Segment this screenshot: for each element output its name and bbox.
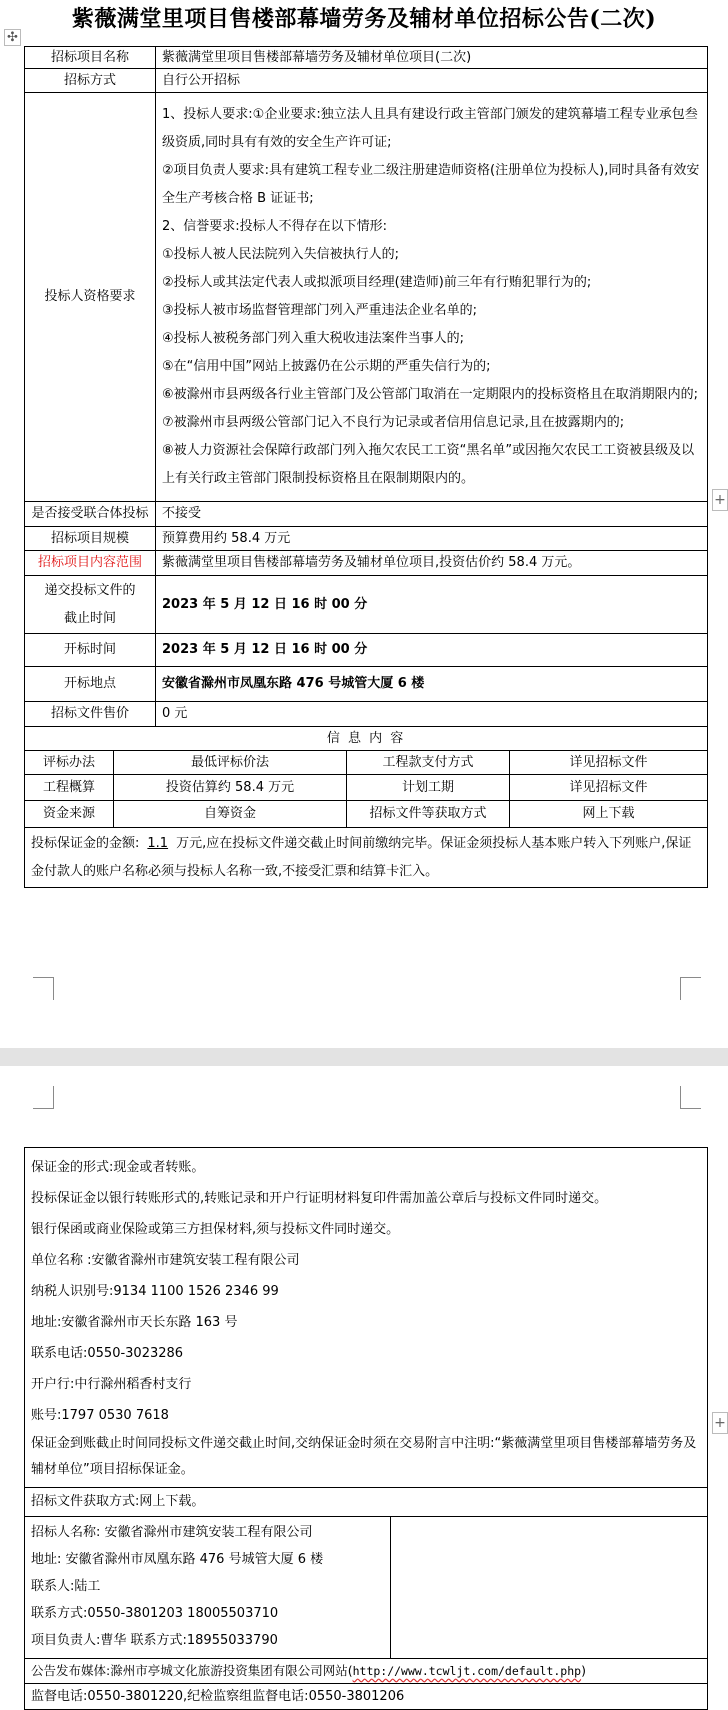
row-price (25, 702, 708, 727)
page-title: 紫薇满堂里项目售楼部幕墙劳务及辅材单位招标公告(二次) (71, 6, 657, 32)
row-deadline (25, 576, 708, 634)
margin-corner-mark (33, 1086, 54, 1109)
tenderer-line: 联系人:陆工 (31, 1579, 101, 1594)
table-move-handle-icon[interactable]: ✣ (4, 29, 21, 46)
project-name-value: 紫薇满堂里项目售楼部幕墙劳务及辅材单位项目(二次) (156, 47, 708, 69)
deposit-suffix: 万元,应在投标文件递交截止时间前缴纳完毕。保证金须投标人基本账户转入下列账户,保证金付款人的账户名称必须与投标人名称一致,不接受汇票和结算卡汇入。 (31, 835, 692, 879)
opening-time-label: 开标时间 (25, 634, 156, 667)
scope-label: 招标项目内容范围 (25, 551, 156, 576)
qualification-line: ⑧被人力资源社会保障行政部门列入拖欠农民工工资“黑名单”或因拖欠农民工工资被县级及以上有关行政主管部门限制投标资格且在限制期限内的。 (162, 443, 695, 486)
add-row-plus-icon[interactable]: + (712, 1412, 728, 1434)
tenderer-info (25, 1517, 391, 1659)
info-cell: 详见招标文件 (510, 751, 708, 775)
deposit-line: 投标保证金以银行转账形式的,转账记录和开户行证明材料复印件需加盖公章后与投标文件同时递交。 (31, 1191, 608, 1206)
info-cell: 详见招标文件 (510, 775, 708, 801)
row-opening-time (25, 634, 708, 667)
info-cell: 网上下载 (510, 801, 708, 828)
row-method (25, 69, 708, 93)
info-cell: 资金来源 (25, 801, 114, 828)
row-tenderer (25, 1517, 708, 1659)
deposit-text (25, 828, 708, 888)
qualification-line: 2、信誉要求:投标人不得存在以下情形: (162, 219, 388, 234)
info-cell: 招标文件等获取方式 (347, 801, 510, 828)
qualification-line: ②投标人或其法定代表人或拟派项目经理(建造师)前三年有行贿犯罪行为的; (162, 275, 592, 290)
consortium-value: 不接受 (156, 502, 708, 527)
deposit-line: 保证金的形式:现金或者转账。 (31, 1160, 205, 1175)
row-info-header (25, 727, 708, 751)
deposit-prefix: 投标保证金的金额: (31, 835, 140, 851)
media-text (25, 1659, 708, 1684)
row-opening-place (25, 667, 708, 702)
deadline-value: 2023 年 5 月 12 日 16 时 00 分 (156, 576, 708, 634)
row-consortium (25, 502, 708, 527)
tenderer-line: 地址: 安徽省滁州市凤凰东路 476 号城管大厦 6 楼 (31, 1552, 324, 1567)
page-gap (0, 1048, 728, 1066)
qualification-line: ④投标人被税务部门列入重大税收违法案件当事人的; (162, 331, 465, 346)
add-row-plus-icon[interactable]: + (712, 489, 728, 511)
method-value: 自行公开招标 (156, 69, 708, 93)
scope-value: 紫薇满堂里项目售楼部幕墙劳务及辅材单位项目,投资估价约 58.4 万元。 (156, 551, 708, 576)
info-cell: 工程概算 (25, 775, 114, 801)
opening-time-value: 2023 年 5 月 12 日 16 时 00 分 (156, 634, 708, 667)
row-media (25, 1659, 708, 1684)
deposit-line: 单位名称 :安徽省滁州市建筑安装工程有限公司 (31, 1253, 300, 1268)
margin-corner-mark (33, 977, 54, 1000)
row-deposit-info (25, 1148, 708, 1488)
deadline-label-line-2: 截止时间 (64, 610, 117, 626)
qualification-line: ⑤在“信用中国”网站上披露仍在公示期的严重失信行为的; (162, 359, 491, 374)
media-prefix: 公告发布媒体:滁州市亭城文化旅游投资集团有限公司网站( (31, 1663, 353, 1678)
qualification-line: ②项目负责人要求:具有建筑工程专业二级注册建造师资格(注册单位为投标人),同时具备有效安全生产考核合格 B 证证书; (162, 163, 700, 206)
info-cell: 计划工期 (347, 775, 510, 801)
margin-corner-mark (680, 977, 701, 1000)
info-row-2 (25, 775, 708, 801)
qualification-content (156, 93, 708, 502)
qualification-line: ⑦被滁州市县两级公管部门记入不良行为记录或者信用信息记录,且在披露期内的; (162, 415, 625, 430)
consortium-label: 是否接受联合体投标 (25, 502, 156, 527)
deposit-line: 纳税人识别号:9134 1100 1526 2346 99 (31, 1284, 279, 1299)
tenderer-line: 联系方式:0550-3801203 18005503710 (31, 1606, 279, 1621)
info-cell: 最低评标价法 (114, 751, 347, 775)
media-suffix: ) (581, 1663, 586, 1678)
acquisition-text: 招标文件获取方式:网上下载。 (25, 1488, 708, 1517)
deposit-note: 保证金到账截止时间同投标文件递交截止时间,交纳保证金时须在交易附言中注明:“紫薇满堂里项目售楼部幕墙劳务及辅材单位”项目招标保证金。 (31, 1436, 697, 1477)
deposit-line: 银行保函或商业保险或第三方担保材料,须与投标文件同时递交。 (31, 1222, 400, 1237)
deposit-line: 账号:1797 0530 7618 (31, 1408, 169, 1423)
qualification-line: ③投标人被市场监督管理部门列入严重违法企业名单的; (162, 303, 478, 318)
deposit-line: 地址:安徽省滁州市天长东路 163 号 (31, 1315, 238, 1330)
tenderer-line: 招标人名称: 安徽省滁州市建筑安装工程有限公司 (31, 1525, 313, 1540)
project-name-label: 招标项目名称 (25, 47, 156, 69)
row-project-name (25, 47, 708, 69)
info-cell: 自筹资金 (114, 801, 347, 828)
deadline-label-line-1: 递交投标文件的 (44, 582, 136, 598)
row-scale (25, 527, 708, 551)
deposit-table (24, 1147, 708, 1710)
method-label: 招标方式 (25, 69, 156, 93)
deposit-line: 联系电话:0550-3023286 (31, 1346, 184, 1361)
deposit-info-content (25, 1148, 708, 1488)
row-acquisition (25, 1488, 708, 1517)
scale-label: 招标项目规模 (25, 527, 156, 551)
info-header: 信 息 内 容 (25, 727, 708, 751)
scale-value: 预算费用约 58.4 万元 (156, 527, 708, 551)
margin-corner-mark (680, 1086, 701, 1109)
supervision-text: 监督电话:0550-3801220,纪检监察组监督电话:0550-3801206 (25, 1684, 708, 1710)
tenderer-line: 项目负责人:曹华 联系方式:18955033790 (31, 1633, 278, 1648)
qualification-label: 投标人资格要求 (25, 93, 156, 502)
deposit-line: 开户行:中行滁州稻香村支行 (31, 1377, 192, 1392)
info-row-3 (25, 801, 708, 828)
row-deposit (25, 828, 708, 888)
announcement-table (24, 46, 708, 888)
qualification-line: 1、投标人要求:①企业要求:独立法人且具有建设行政主管部门颁发的建筑幕墙工程专业承包叁级资质,同时具有有效的安全生产许可证; (162, 107, 698, 150)
qualification-line: ⑥被滁州市县两级各行业主管部门及公管部门取消在一定期限内的投标资格且在取消期限内的; (162, 387, 699, 402)
info-cell: 工程款支付方式 (347, 751, 510, 775)
tenderer-blank-cell (391, 1517, 708, 1659)
info-cell: 投资估算约 58.4 万元 (114, 775, 347, 801)
opening-place-label: 开标地点 (25, 667, 156, 702)
deposit-amount: 1.1 (147, 835, 169, 851)
deadline-label (25, 576, 156, 634)
info-cell: 评标办法 (25, 751, 114, 775)
row-scope (25, 551, 708, 576)
media-url-link[interactable]: http://www.tcwljt.com/default.php (352, 1664, 582, 1678)
row-qualification (25, 93, 708, 502)
price-label: 招标文件售价 (25, 702, 156, 727)
info-row-1 (25, 751, 708, 775)
opening-place-value: 安徽省滁州市凤凰东路 476 号城管大厦 6 楼 (156, 667, 708, 702)
price-value: 0 元 (156, 702, 708, 727)
qualification-line: ①投标人被人民法院列入失信被执行人的; (162, 247, 400, 262)
